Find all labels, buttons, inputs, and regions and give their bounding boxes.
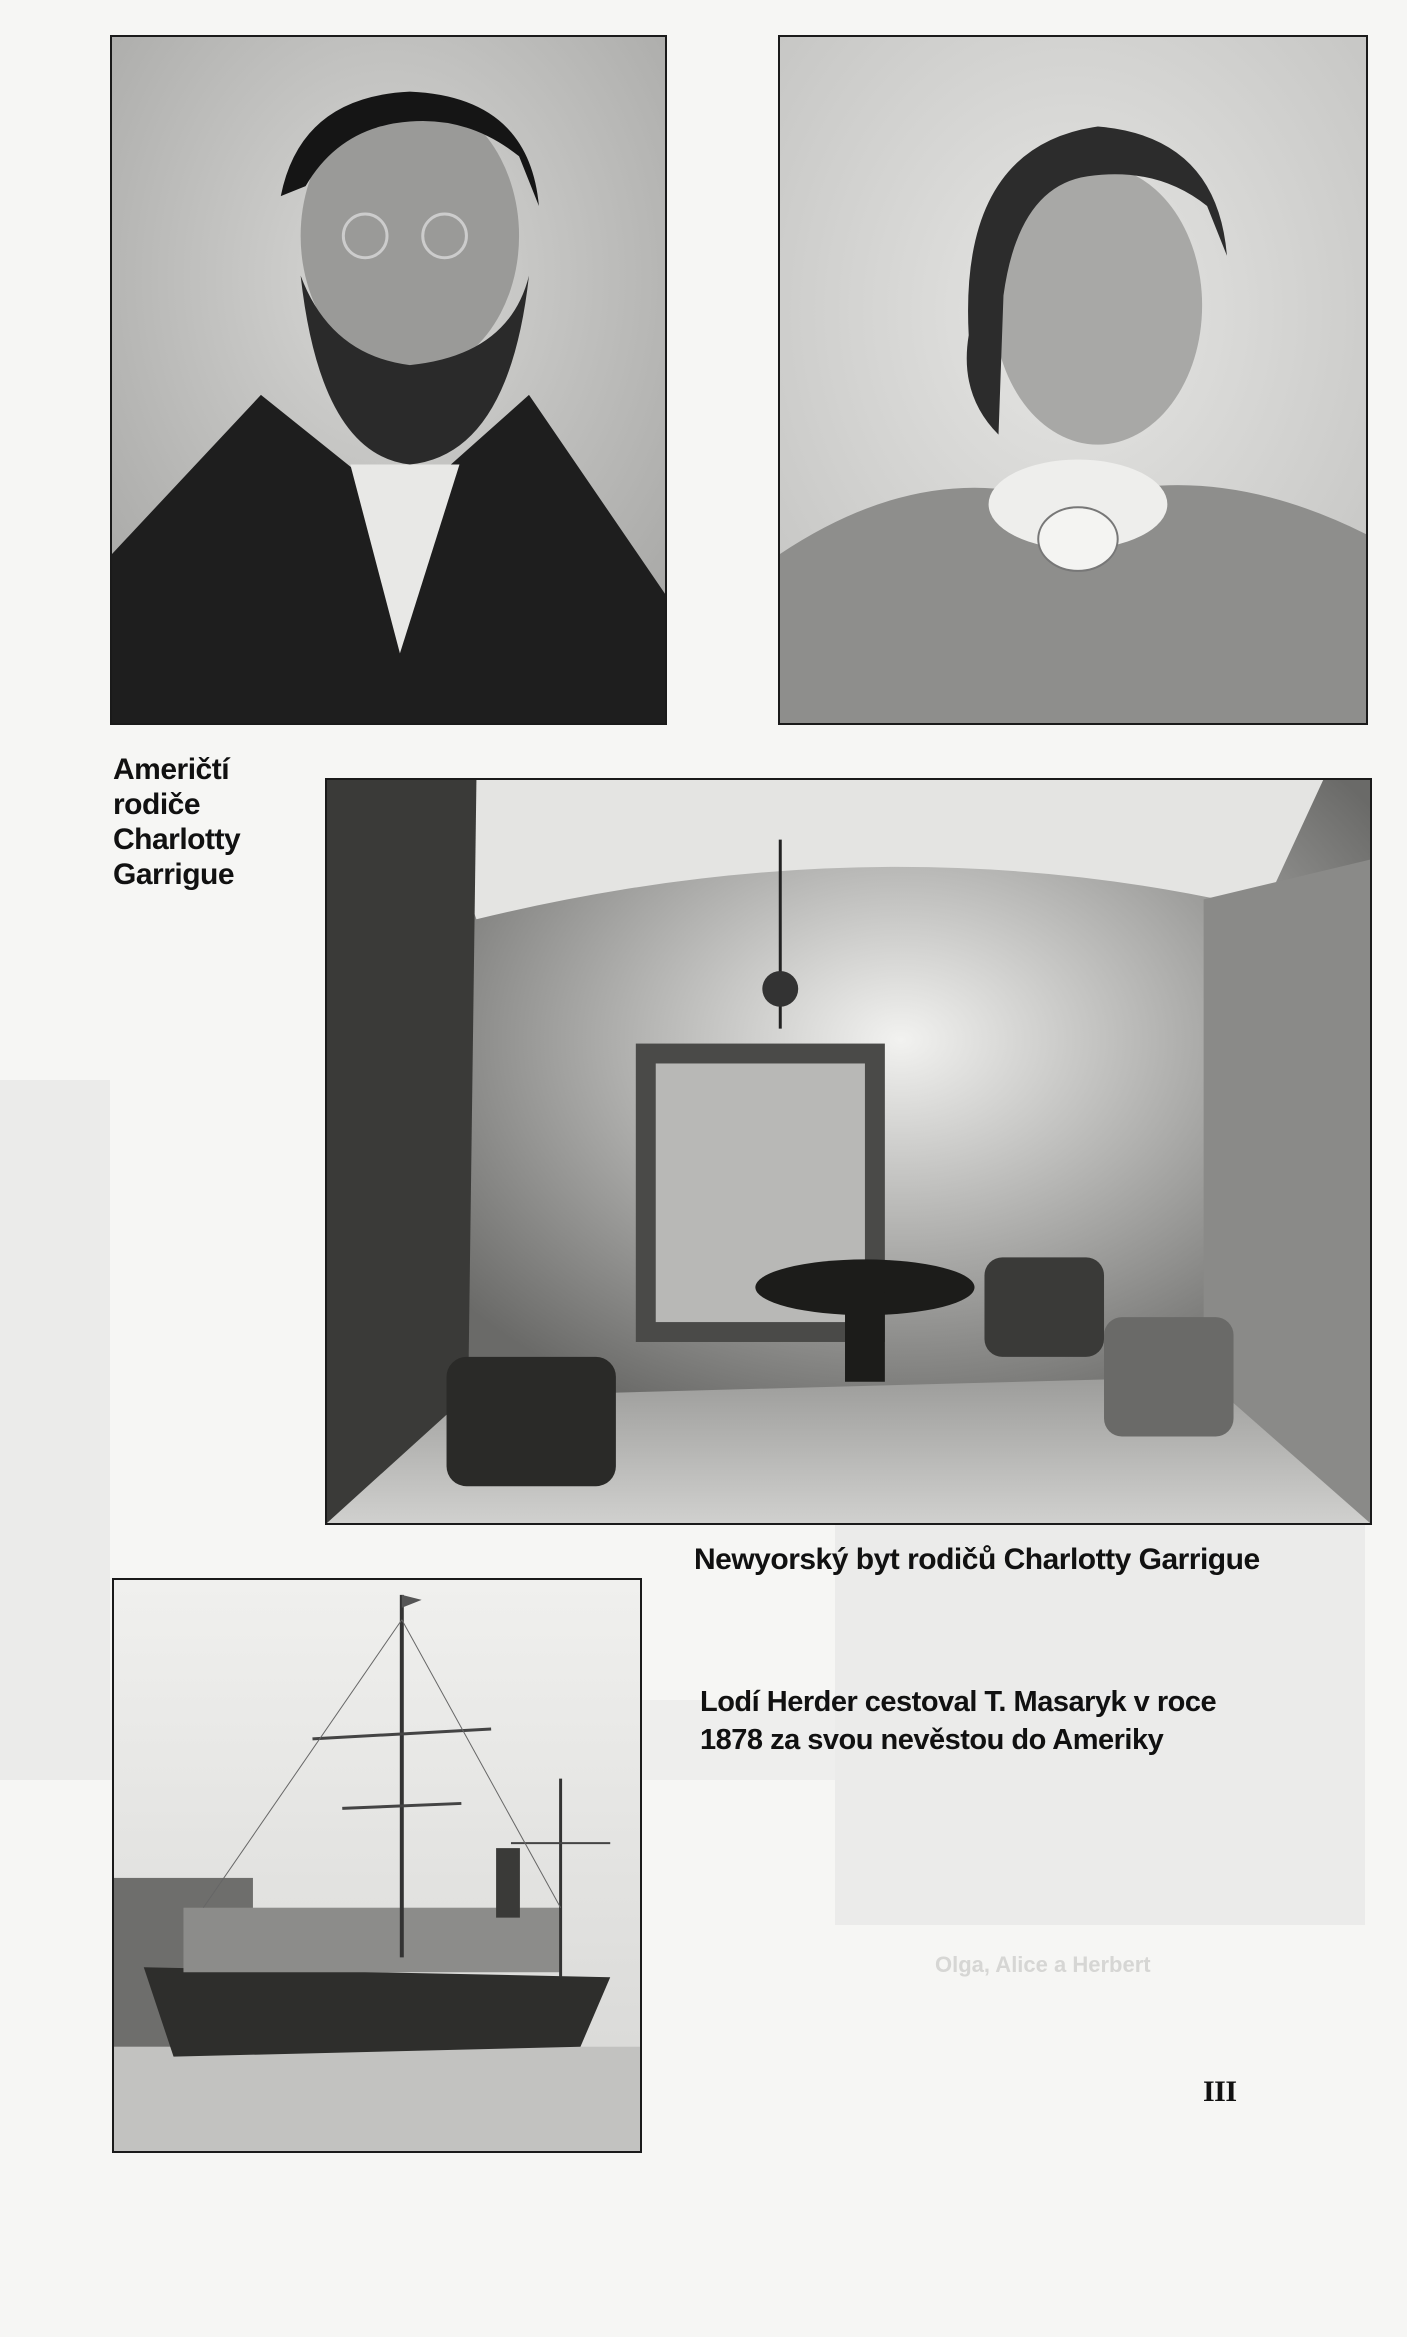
caption-ship xyxy=(700,1683,1216,1759)
page-number: III xyxy=(1203,2075,1237,2108)
caption-ship-line: Lodí Herder cestoval T. Masaryk v roce xyxy=(700,1686,1217,1718)
caption-parents-line: Garrigue xyxy=(113,858,235,891)
photo-father-portrait xyxy=(110,35,667,725)
caption-ship-line: 1878 za svou nevěstou do Ameriky xyxy=(700,1724,1164,1756)
portrait-woman-icon xyxy=(780,37,1366,723)
caption-parents-line: Charlotty xyxy=(113,823,241,856)
photo-ship-herder xyxy=(112,1578,642,2153)
bleed-through-block-left xyxy=(0,1080,110,1780)
caption-apartment: Newyorský byt rodičů Charlotty Garrigue xyxy=(694,1543,1260,1576)
photo-apartment-interior xyxy=(325,778,1372,1525)
caption-parents-line: Američtí xyxy=(113,753,230,786)
bleed-through-caption: Olga, Alice a Herbert xyxy=(935,1952,1151,1977)
room-interior-icon xyxy=(327,780,1370,1523)
caption-parents xyxy=(113,752,240,892)
portrait-man-icon xyxy=(112,37,665,723)
caption-parents-line: rodiče xyxy=(113,788,201,821)
photo-mother-portrait xyxy=(778,35,1368,725)
steamship-icon xyxy=(114,1580,640,2151)
